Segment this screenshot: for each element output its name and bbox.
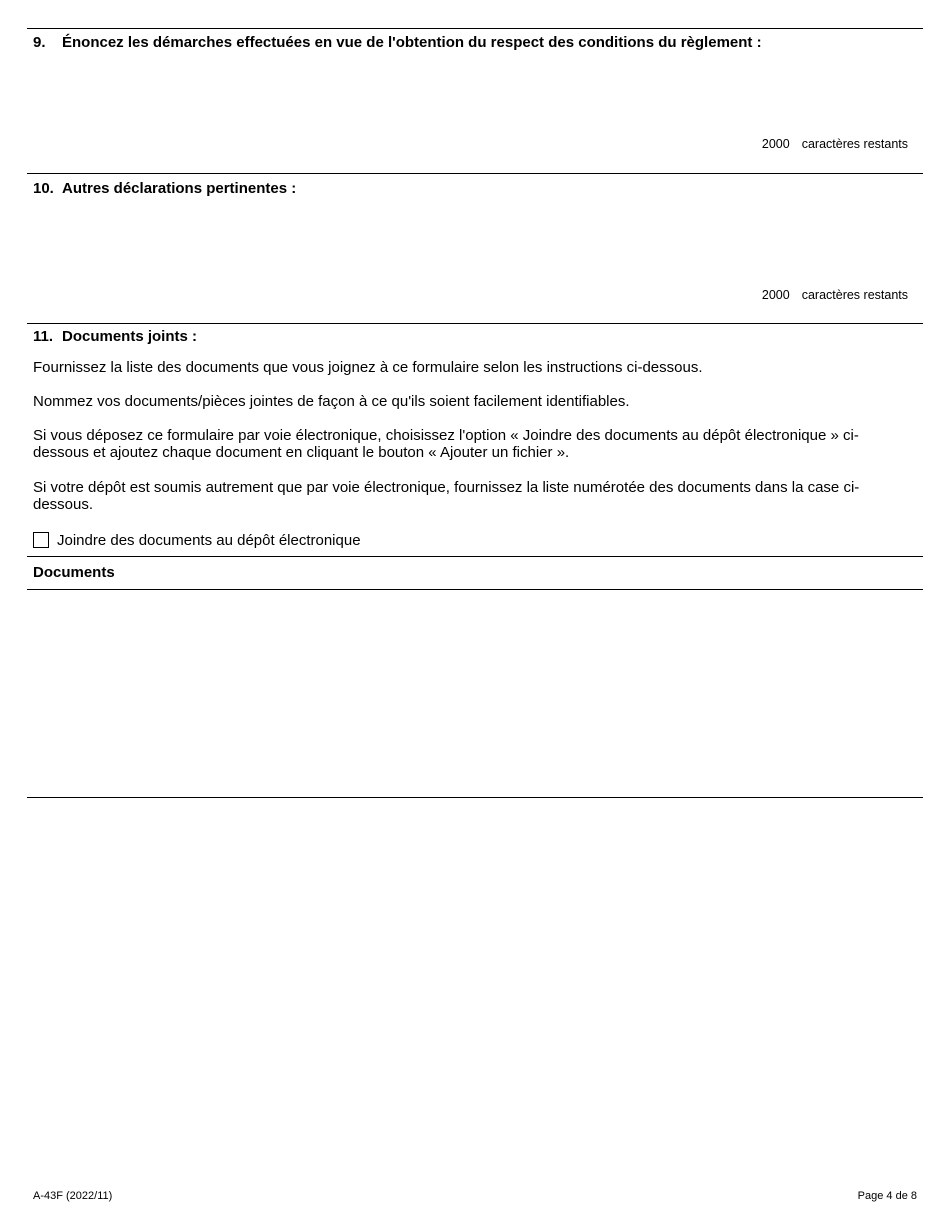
documents-label: Documents — [33, 564, 115, 581]
section-9-number: 9. — [33, 34, 46, 51]
attach-electronic-row — [33, 530, 361, 550]
section-10-char-counter — [762, 288, 908, 302]
attach-electronic-checkbox[interactable] — [33, 532, 49, 548]
section-9-title — [33, 34, 762, 51]
section-10-char-count: 2000 — [761, 288, 790, 302]
section-9-title-text: Énoncez les démarches effectuées en vue de l'obtention du respect des conditions du règlement : — [62, 34, 762, 51]
section-10-title-text: Autres déclarations pertinentes : — [62, 180, 297, 197]
section-11-top-rule — [27, 323, 923, 324]
section-11-title-text: Documents joints : — [62, 328, 198, 345]
documents-bottom-rule — [27, 797, 923, 798]
documents-textarea[interactable] — [33, 594, 909, 792]
section-11-instruction-4: Si votre dépôt est soumis autrement que par voie électronique, fournissez la liste numérotée des documents dans la case ci-dessous. — [33, 479, 860, 513]
section-10-top-rule — [27, 173, 923, 174]
section-11-number: 11. — [33, 328, 54, 345]
page-number: Page 4 de 8 — [857, 1190, 917, 1202]
section-9-char-count: 2000 — [761, 137, 790, 151]
attach-electronic-label: Joindre des documents au dépôt électronique — [57, 531, 361, 549]
section-11-title — [33, 328, 197, 345]
section-11-instruction-2: Nommez vos documents/pièces jointes de façon à ce qu'ils soient facilement identifiables. — [33, 393, 630, 410]
section-11-instruction-3: Si vous déposez ce formulaire par voie électronique, choisissez l'option « Joindre des documents au dépôt électronique » ci-dessous et ajoutez chaque document en cliquant le bouton « Ajouter un fichier ». — [33, 427, 859, 461]
section-9-top-rule — [27, 28, 923, 29]
section-10-title — [33, 180, 296, 197]
section-11-instruction-1: Fournissez la liste des documents que vous joignez à ce formulaire selon les instructions ci-dessous. — [33, 359, 703, 376]
section-10-textarea[interactable] — [33, 204, 909, 282]
section-10-char-label: caractères restants — [801, 288, 908, 302]
documents-header-rule — [27, 589, 923, 590]
documents-top-rule — [27, 556, 923, 557]
section-9-char-label: caractères restants — [801, 137, 908, 151]
section-10-number: 10. — [33, 180, 54, 197]
form-code: A-43F (2022/11) — [33, 1190, 113, 1202]
section-9-textarea[interactable] — [33, 58, 909, 132]
section-9-char-counter — [762, 137, 908, 151]
